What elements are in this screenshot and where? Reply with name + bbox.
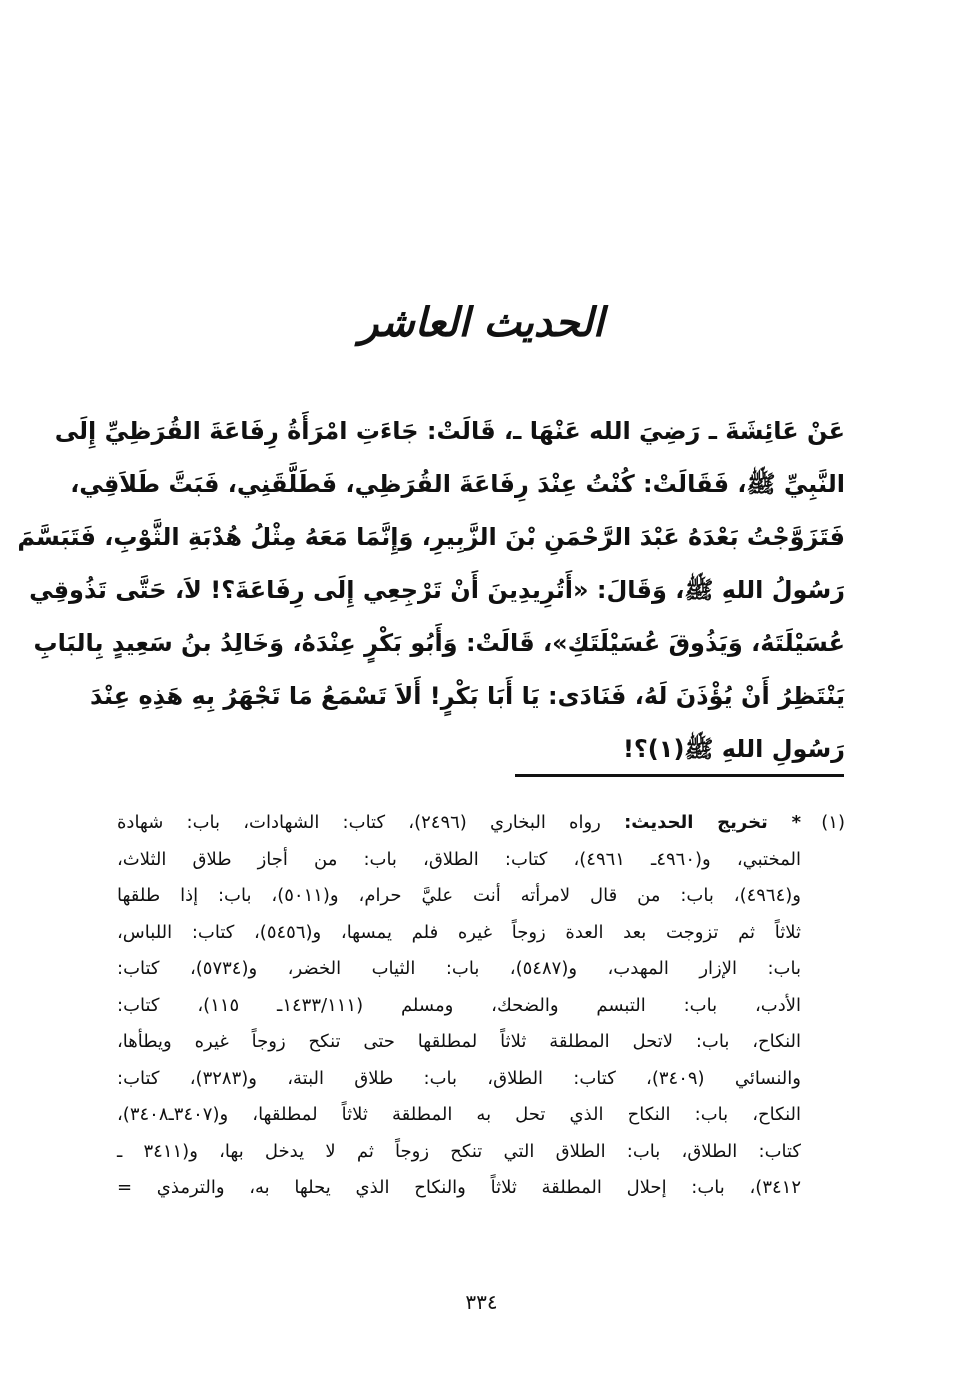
footnote-line: و(٤٩٦٤)، باب: من قال لامرأته أنت عليَّ حرام، و(٥٠١١)، باب: إذا طلقها: [117, 885, 801, 906]
footnote-line: كتاب: الطلاق، باب: الطلاق التي تنكح زوجاً ثم لا يدخل بها، و(٣٤١١ ـ: [117, 1140, 801, 1162]
hadith-line: عُسَيْلَتَهُ، وَيَذُوقَ عُسَيْلَتَكِ»، قَالَتْ: وَأَبُو بَكْرٍ عِنْدَهُ، وَخَالِدُ بنُ سَعِيدٍ بِالبَابِ: [33, 629, 845, 657]
footnote-line: الأدب، باب: التبسم والضحك، ومسلم (١٤٣٣/١١١ـ ١١٥)، كتاب:: [117, 994, 801, 1016]
footnote-separator: [515, 774, 844, 777]
hadith-line: عَنْ عَائِشَةَ ـ رَضِيَ الله عَنْهَا ـ، قَالَتْ: جَاءَتِ امْرَأَةُ رِفَاعَةَ القُرَظِيِّ إِلَى: [54, 417, 845, 445]
page-number: ٣٣٤: [465, 1290, 498, 1314]
chapter-title: الحديث العاشر: [359, 300, 604, 346]
footnote-line: النكاح، باب: لاتحل المطلقة ثلاثاً لمطلقها حتى تنكح زوجاً غيره ويطأها،: [117, 1031, 801, 1052]
footnote-line: ٣٤١٢)، باب: إحلال المطلقة ثلاثاً والنكاح الذي يحلها به، والترمذي =: [117, 1177, 801, 1198]
footnote-line: والنسائي (٣٤٠٩)، كتاب: الطلاق، باب: طلاق البتة، و(٣٢٨٣)، كتاب:: [117, 1067, 801, 1089]
footnotes: [117, 805, 845, 1207]
footnote-number: (١): [821, 812, 845, 833]
hadith-line: رَسُولِ اللهِ ﷺ(١)؟!: [622, 735, 845, 763]
footnote-label: * تخريج الحديث:: [624, 812, 801, 833]
footnote-line: المختبي، و(٤٩٦٠ـ ٤٩٦١)، كتاب: الطلاق، باب: من أجاز طلاق الثلاث،: [117, 848, 802, 870]
hadith-text: [17, 405, 845, 776]
footnote-line: النكاح، باب: النكاح الذي تحل به المطلقة ثلاثاً لمطلقها، و(٣٤٠٧ـ٣٤٠٨)،: [117, 1104, 801, 1125]
footnote-line: ثلاثاً ثم تزوجت بعد العدة زوجاً غيره فلم يمسها، و(٥٤٥٦)، كتاب: اللباس،: [117, 921, 801, 943]
footnote-line: [117, 805, 845, 842]
hadith-line: فَتَزَوَّجْتُ بَعْدَهُ عَبْدَ الرَّحْمَنِ بْنَ الزَّبِيرِ، وَإِنَّمَا مَعَهُ مِثْلُ هُدْبَةِ الثَّوْبِ، فَتَبَسَّمَ: [17, 523, 845, 551]
hadith-line: يَنْتَظِرُ أَنْ يُؤْذَنَ لَهُ، فَنَادَى: يَا أَبَا بَكْرٍ! أَلاَ تَسْمَعُ مَا تَجْهَرُ بِهِ هَذِهِ عِنْدَ: [90, 682, 845, 710]
hadith-line: رَسُولُ اللهِ ﷺ، وَقَالَ: «أَتُرِيدِينَ أَنْ تَرْجِعِي إِلَى رِفَاعَةَ؟! لاَ، حَتَّى تَذُوقِي: [29, 576, 845, 604]
footnote-line: باب: الإزار المهدب، و(٥٤٨٧)، باب: الثياب الخضر، و(٥٧٣٤)، كتاب:: [117, 958, 801, 979]
footnote-text: رواه البخاري (٢٤٩٦)، كتاب: الشهادات، باب: شهادة: [117, 812, 601, 833]
hadith-line: النَّبِيِّ ﷺ، فَقَالَتْ: كُنْتُ عِنْدَ رِفَاعَةَ القُرَظِي، فَطَلَّقَنِي، فَبَتَّ طَلاَقِي،: [70, 470, 845, 498]
